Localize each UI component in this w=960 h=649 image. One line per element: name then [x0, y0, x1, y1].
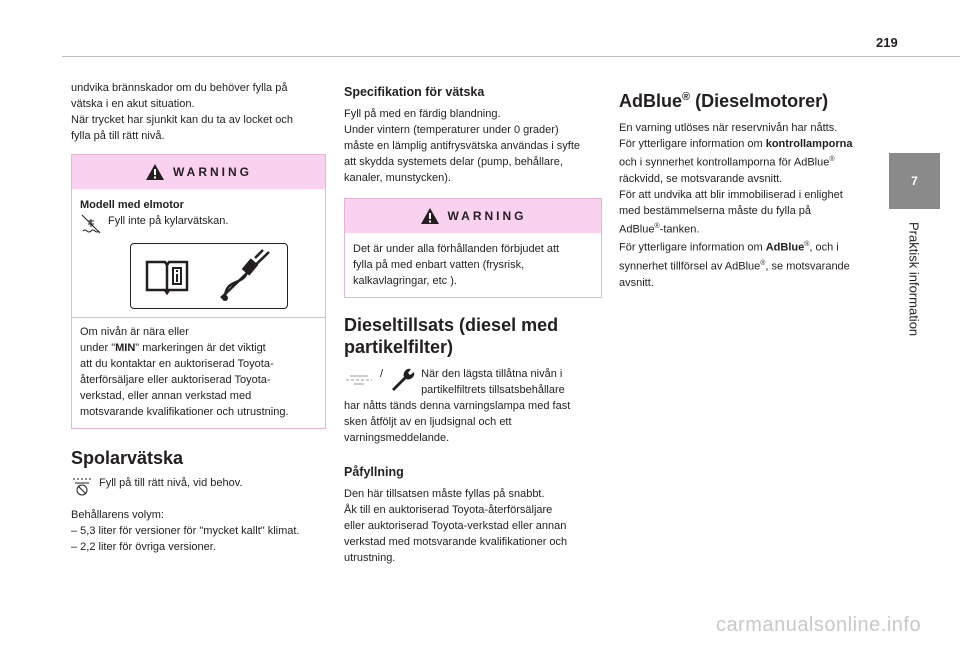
adblue-heading-part: AdBlue — [619, 91, 682, 111]
warning-icon-line — [80, 213, 317, 235]
spec-text: kanaler, munstycken). — [344, 172, 451, 184]
fill-text: verkstad med motsvarande kvalifikationer och — [344, 536, 568, 548]
spec-text: att skydda systemets delar (pump, behållare, — [344, 156, 563, 168]
chapter-tab[interactable]: 7 — [889, 153, 940, 209]
spec-text: måste en lämplig antifrysvätska användas i syfte — [344, 140, 581, 152]
warning-text-min — [80, 340, 317, 356]
adblue-text — [619, 237, 873, 256]
adblue-heading — [619, 86, 873, 112]
diesel-text: sken åtföljt av en ljudsignal och ett — [344, 416, 512, 428]
slash-separator: / — [380, 368, 384, 380]
adblue-heading-part: (Dieselmotorer) — [690, 91, 829, 111]
diesel-text: När den lägsta tillåtna nivån i — [421, 368, 563, 380]
fill-text: Åk till en auktoriserad Toyota-återförsäljare — [344, 504, 553, 516]
adblue-text — [619, 136, 873, 152]
diesel-heading-line-2: partikelfilter) — [344, 337, 454, 357]
intro-line: vätska i en akut situation. — [71, 98, 195, 110]
warning-text: kalkavlagringar, etc ). — [353, 275, 457, 287]
warning-text: Om nivån är nära eller — [80, 326, 189, 338]
washer-volume-label: Behållarens volym: — [71, 509, 164, 521]
adblue-text-part: , och i — [809, 241, 839, 254]
adblue-text: En varning utlöses när reservnivån har nåtts. — [619, 122, 838, 134]
registered-mark: ® — [829, 156, 835, 163]
warning-text-part: " markeringen är det viktigt — [135, 342, 266, 354]
diesel-heading-line-1: Dieseltillsats (diesel med — [344, 315, 559, 335]
warning-text: fylla på med enbart vatten (frysrisk, — [353, 259, 525, 271]
diesel-icon-text — [421, 366, 565, 398]
watermark: carmanualsonline.info — [716, 614, 922, 636]
warning-title: WARNING — [447, 209, 527, 223]
washer-fluid-icon — [71, 475, 93, 497]
adblue-text: avsnitt. — [619, 276, 654, 289]
warning-text-part: under " — [80, 342, 116, 354]
registered-mark: ® — [804, 241, 810, 249]
diesel-text: har nåtts tänds denna varningslampa med fast — [344, 400, 571, 412]
washer-volume-item: – 5,3 liter för versioner för "mycket kallt" klimat. — [71, 525, 300, 537]
washer-heading: Spolarvätska — [71, 448, 184, 468]
warning-box-electric — [71, 154, 326, 429]
warning-header — [72, 155, 325, 189]
column-2 — [344, 80, 602, 566]
adblue-text — [619, 219, 873, 238]
fuel-level-icon — [344, 366, 374, 388]
warning-subtitle: Modell med elmotor — [80, 199, 184, 211]
registered-mark: ® — [760, 259, 766, 267]
warning-separator — [72, 317, 325, 318]
spec-text: Under vintern (temperaturer under 0 grader) — [344, 124, 559, 136]
fill-heading: Påfyllning — [344, 465, 404, 479]
warning-box-water — [344, 198, 602, 298]
manual-book-icon — [143, 256, 191, 296]
washer-icon-line — [71, 475, 326, 497]
warning-lamps-link: kontrollamporna — [765, 138, 853, 150]
min-label: MIN — [115, 342, 136, 354]
warning-body — [72, 189, 325, 428]
coolant-icon — [80, 213, 102, 235]
column-3 — [619, 80, 873, 291]
registered-mark: ® — [654, 222, 660, 230]
spec-heading: Specifikation för vätska — [344, 85, 485, 99]
adblue-text: med bestämmelserna måste du fylla på — [619, 204, 811, 217]
registered-mark: ® — [682, 91, 691, 103]
diesel-text: varningsmeddelande. — [344, 432, 450, 444]
fill-text: Den här tillsatsen måste fyllas på snabbt. — [344, 488, 545, 500]
warning-text: Det är under alla förhållanden förbjudet att — [353, 243, 560, 255]
intro-line: När trycket har sjunkit kan du ta av locket och — [71, 114, 293, 126]
adblue-text-part: synnerhet tillförsel av AdBlue — [619, 260, 761, 273]
adblue-text-part: AdBlue — [619, 223, 655, 236]
adblue-text — [619, 152, 873, 171]
washer-line: Fyll på till rätt nivå, vid behov. — [99, 477, 243, 489]
wrench-icon — [389, 366, 415, 392]
spec-text: Fyll på med en färdig blandning. — [344, 108, 501, 120]
page-number: 219 — [876, 35, 898, 50]
adblue-text: För att undvika att blir immobiliserad i enlighet — [619, 188, 843, 201]
intro-line: undvika brännskador om du behöver fylla på — [71, 82, 288, 94]
warning-text: att du kontaktar en auktoriserad Toyota- — [80, 358, 274, 370]
warning-triangle-icon — [145, 163, 165, 181]
warning-text: återförsäljare eller auktoriserad Toyota- — [80, 374, 271, 386]
warning-text: verkstad, eller annan verkstad med — [80, 390, 252, 402]
fill-text: eller auktoriserad Toyota-verkstad eller annan — [344, 520, 567, 532]
adblue-link: AdBlue — [765, 241, 805, 254]
header-rule — [62, 56, 960, 57]
adblue-text-part: och i synnerhet kontrollamporna för AdBlue — [619, 156, 830, 169]
pictogram-box — [130, 243, 288, 309]
diesel-text: partikelfiltrets tillsatsbehållare — [421, 384, 565, 396]
warning-text: motsvarande kvalifikationer och utrustning. — [80, 406, 289, 418]
adblue-text — [619, 256, 873, 275]
intro-line: fylla på till rätt nivå. — [71, 130, 165, 142]
fill-text: utrustning. — [344, 552, 396, 564]
warning-triangle-icon — [420, 207, 440, 225]
adblue-text-part: För ytterligare information om — [619, 138, 766, 150]
diesel-icon-line — [344, 366, 602, 398]
column-1 — [71, 80, 326, 555]
warning-body — [345, 233, 601, 297]
chapter-label: Praktisk information — [906, 222, 922, 337]
washer-volume-item: – 2,2 liter för övriga versioner. — [71, 541, 216, 553]
no-hose-fill-icon — [215, 248, 275, 304]
adblue-text-part: För ytterligare information om — [619, 241, 766, 254]
warning-line: Fyll inte på kylarvätskan. — [108, 215, 229, 227]
adblue-text: räckvidd, se motsvarande avsnitt. — [619, 172, 783, 185]
adblue-text-part: -tanken. — [659, 223, 700, 236]
adblue-text-part: , se motsvarande — [765, 260, 850, 273]
warning-header — [345, 199, 601, 233]
warning-title: WARNING — [173, 165, 252, 179]
